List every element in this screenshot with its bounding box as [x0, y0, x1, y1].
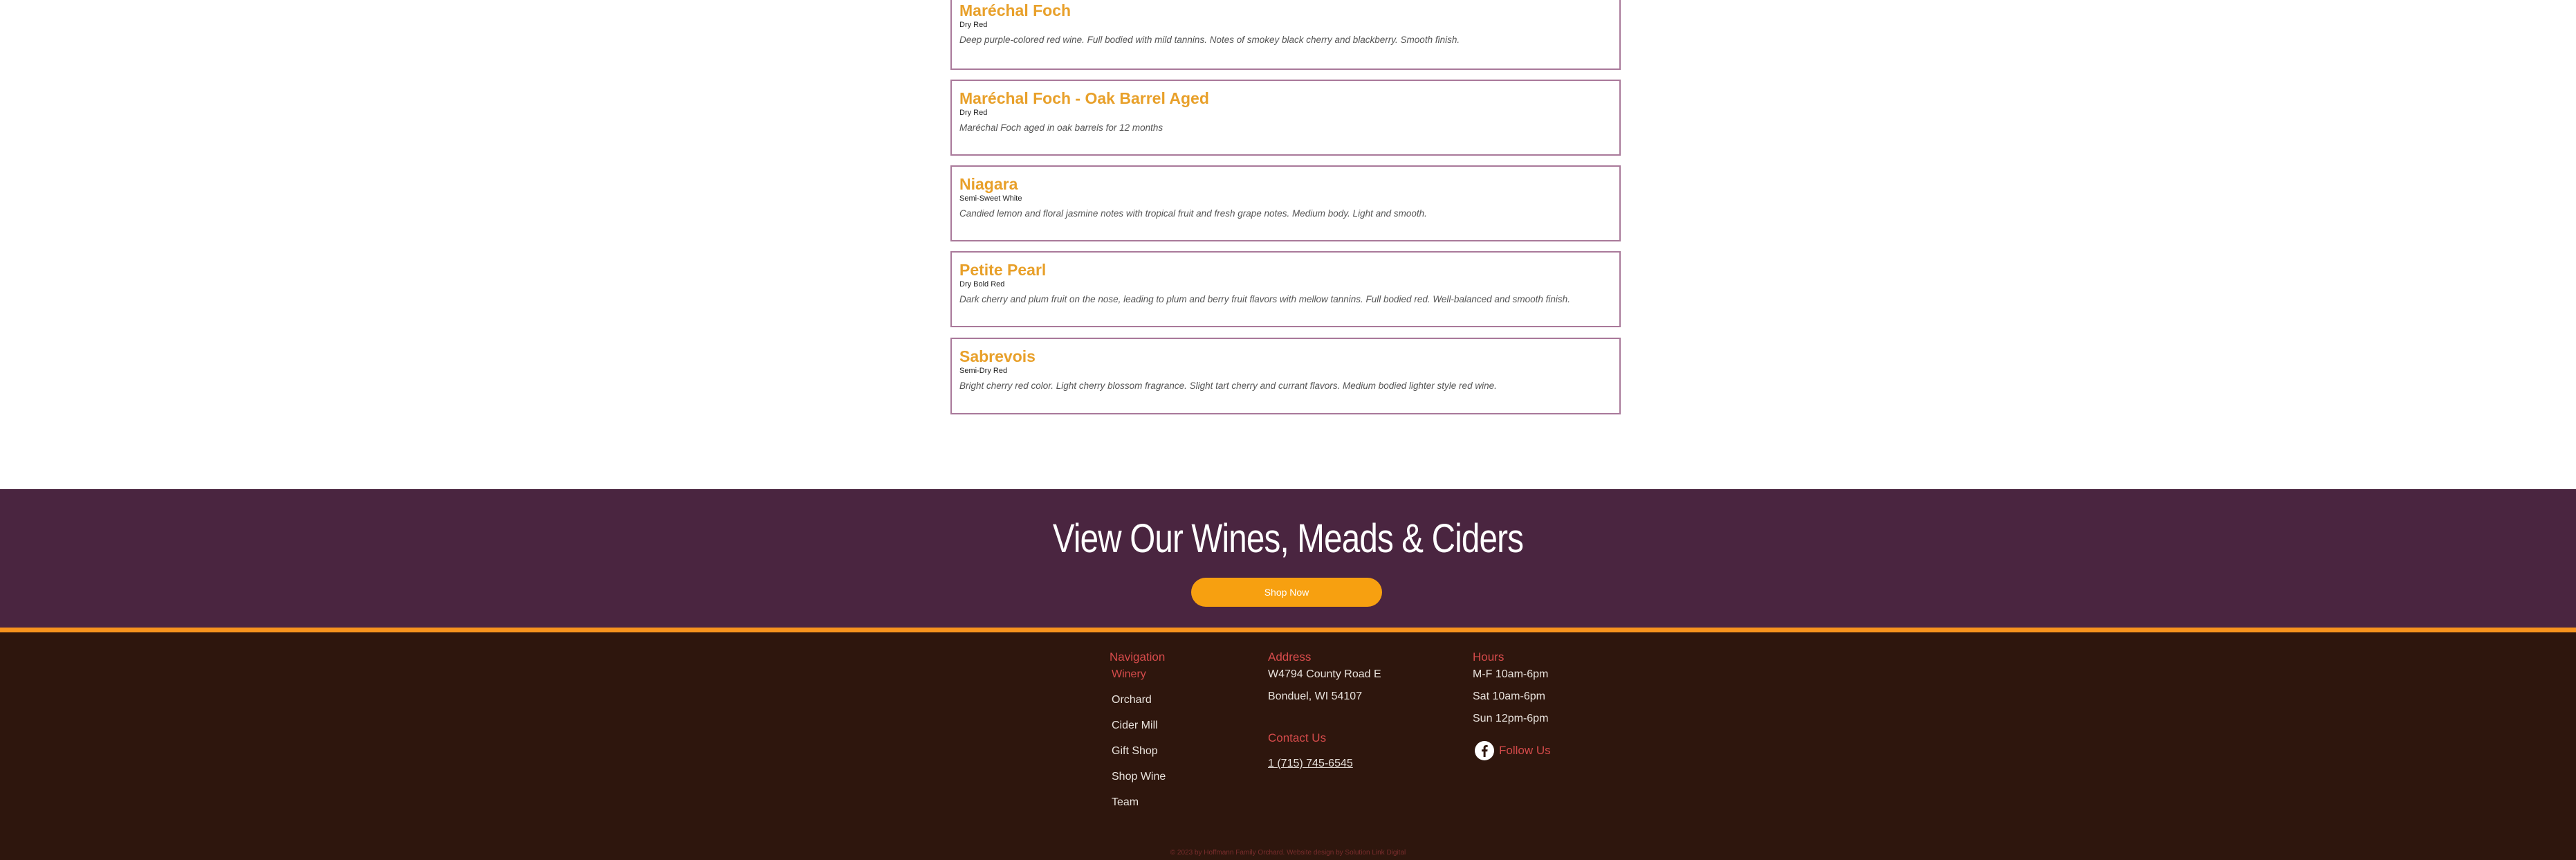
site-footer [0, 632, 2576, 860]
shop-cta-section [0, 489, 2576, 628]
wine-name: Niagara [959, 175, 1018, 193]
nav-link-shop-wine[interactable]: Shop Wine [1112, 771, 1166, 783]
wine-name: Petite Pearl [959, 261, 1047, 279]
hours-heading: Hours [1473, 650, 1505, 664]
copyright-text: © 2023 by Hoffmann Family Orchard. Website design by Solution Link Digital [1170, 849, 1406, 857]
facebook-icon[interactable] [1474, 740, 1495, 761]
wine-card [950, 80, 1621, 156]
nav-link-cider-mill[interactable]: Cider Mill [1112, 720, 1158, 731]
address-line-2: Bonduel, WI 54107 [1268, 690, 1363, 702]
wine-card [950, 338, 1621, 414]
address-line-1: W4794 County Road E [1268, 668, 1381, 680]
wine-name: Sabrevois [959, 347, 1036, 365]
hours-weekdays: M-F 10am-6pm [1473, 668, 1549, 680]
shop-now-button[interactable]: Shop Now [1191, 578, 1382, 607]
hours-sunday: Sun 12pm-6pm [1473, 713, 1549, 724]
wine-card [950, 0, 1621, 70]
wine-card [950, 251, 1621, 327]
wine-card [950, 165, 1621, 241]
follow-us-label[interactable]: Follow Us [1499, 744, 1551, 757]
contact-heading: Contact Us [1268, 731, 1327, 744]
wine-type: Dry Bold Red [959, 280, 1005, 289]
address-heading: Address [1268, 650, 1312, 664]
nav-link-gift-shop[interactable]: Gift Shop [1112, 745, 1158, 757]
nav-link-team[interactable]: Team [1112, 796, 1139, 808]
cta-title: View Our Wines, Meads & Ciders [1052, 516, 1524, 561]
wine-type: Semi-Sweet White [959, 194, 1022, 203]
wine-description: Dark cherry and plum fruit on the nose, leading to plum and berry fruit flavors with mellow tannins. Full bodied red. Well-balanced and smooth finish. [959, 294, 1570, 304]
wine-description: Bright cherry red color. Light cherry blossom fragrance. Slight tart cherry and currant flavors. Medium bodied lighter style red wine. [959, 381, 1497, 391]
nav-link-orchard[interactable]: Orchard [1112, 694, 1152, 706]
wine-type: Dry Red [959, 109, 988, 117]
footer-divider [0, 628, 2576, 632]
phone-link[interactable]: 1 (715) 745-6545 [1268, 758, 1353, 769]
wine-name: Maréchal Foch [959, 1, 1071, 19]
wine-description: Deep purple-colored red wine. Full bodied with mild tannins. Notes of smokey black cherry and blackberry. Smooth finish. [959, 35, 1460, 45]
wine-description: Candied lemon and floral jasmine notes with tropical fruit and fresh grape notes. Medium body. Light and smooth. [959, 208, 1427, 219]
wine-type: Dry Red [959, 21, 988, 29]
navigation-heading: Navigation [1110, 650, 1166, 664]
hours-saturday: Sat 10am-6pm [1473, 690, 1545, 702]
wine-name: Maréchal Foch - Oak Barrel Aged [959, 89, 1209, 107]
nav-link-winery[interactable]: Winery [1112, 668, 1146, 680]
wine-description: Maréchal Foch aged in oak barrels for 12 months [959, 122, 1163, 133]
wine-type: Semi-Dry Red [959, 367, 1008, 375]
